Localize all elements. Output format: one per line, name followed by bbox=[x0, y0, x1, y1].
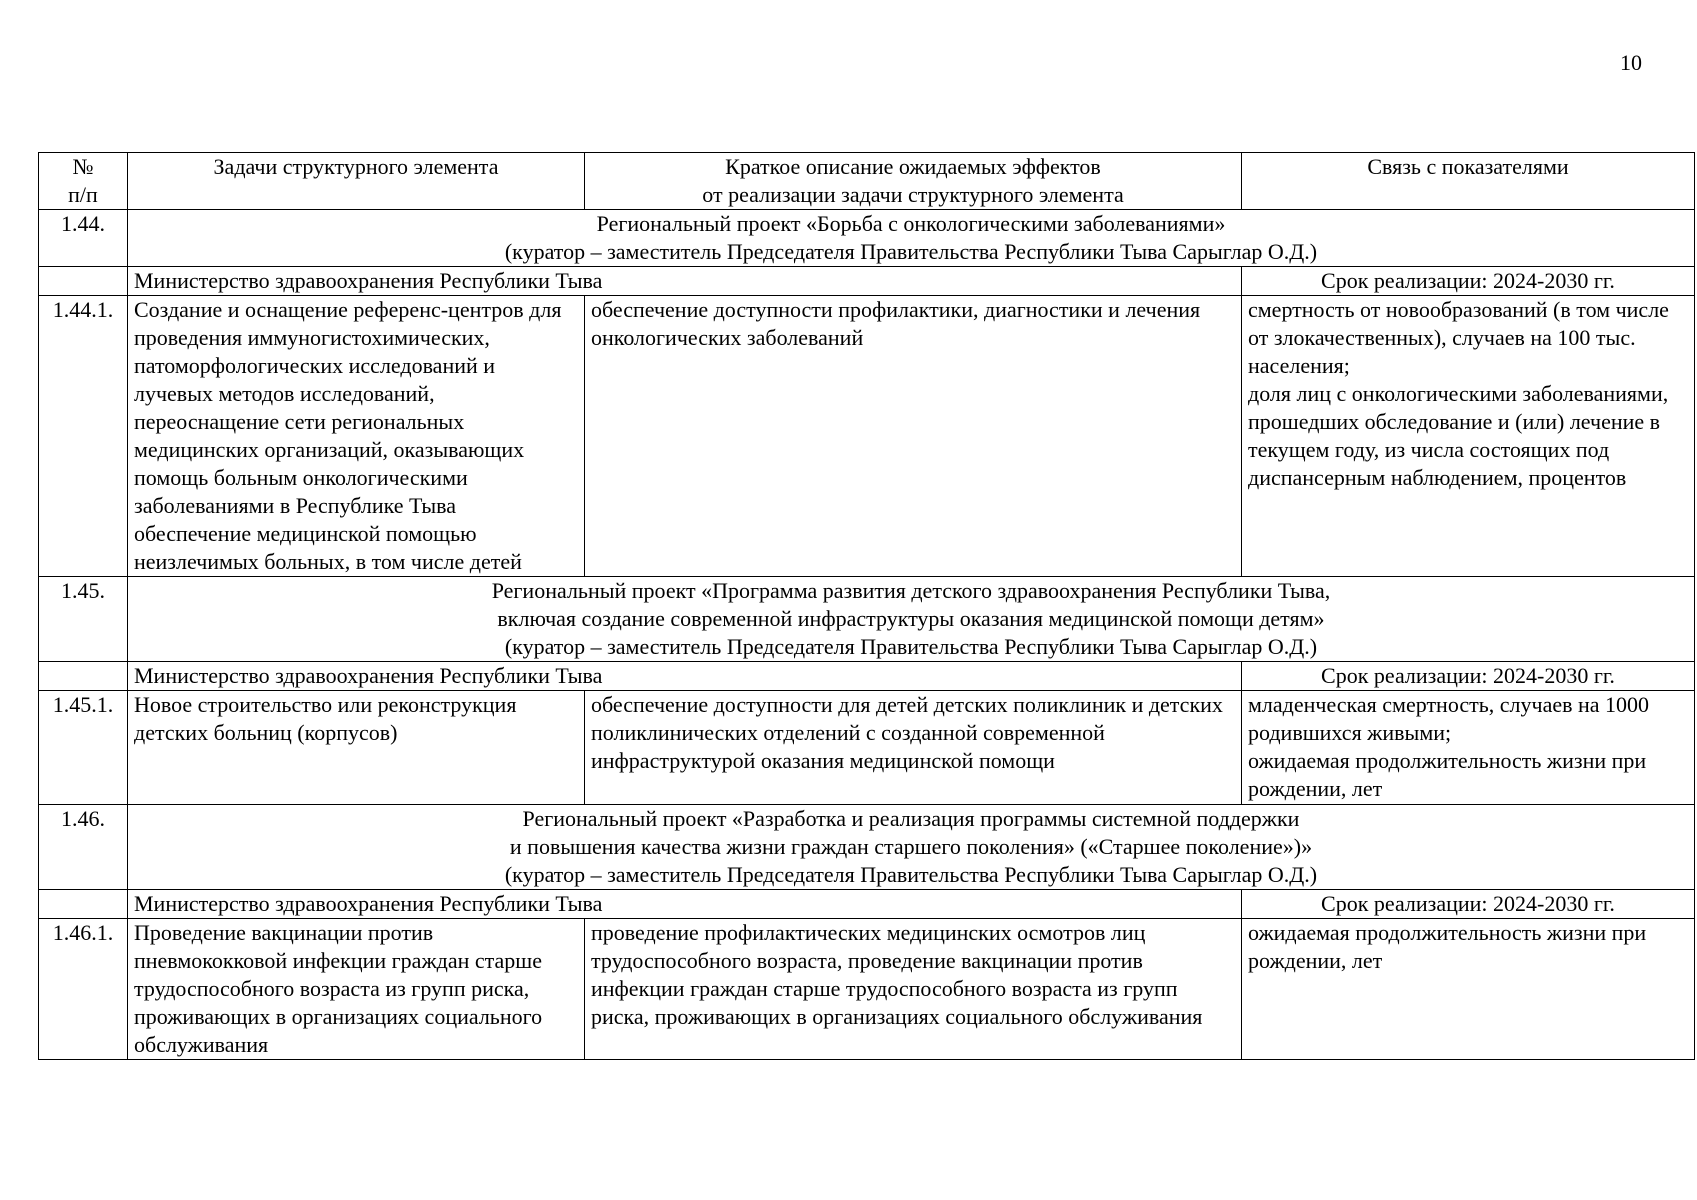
term: Срок реализации: 2024-2030 гг. bbox=[1242, 890, 1695, 919]
project-title: Региональный проект «Разработка и реализация программы системной поддержки и повышения качества жизни граждан старшего поколения» («Старшее поколение»)» (куратор – заместитель Председателя Правительства Республики Тыва Сарыглар О.Д.) bbox=[128, 805, 1695, 890]
term: Срок реализации: 2024-2030 гг. bbox=[1242, 267, 1695, 296]
project-title: Региональный проект «Программа развития детского здравоохранения Республики Тыва, включая создание современной инфраструктуры оказания медицинской помощи детям» (куратор – заместитель Председателя Правительства Республики Тыва Сарыглар О.Д.) bbox=[128, 577, 1695, 662]
ministry-name: Министерство здравоохранения Республики Тыва bbox=[128, 662, 1242, 691]
project-row bbox=[39, 577, 1695, 662]
row-link: смертность от новообразований (в том числе от злокачественных), случаев на 100 тыс. населения; доля лиц с онкологическими заболеваниями, прошедших обследование и (или) лечение в текущем году, из числа состоящих под диспансерным наблюдением, процентов bbox=[1242, 296, 1695, 577]
row-desc: проведение профилактических медицинских осмотров лиц трудоспособного возраста, проведение вакцинации против инфекции граждан старше трудоспособного возраста из групп риска, проживающих в организациях социального обслуживания bbox=[585, 919, 1242, 1060]
term: Срок реализации: 2024-2030 гг. bbox=[1242, 662, 1695, 691]
project-row bbox=[39, 805, 1695, 890]
row-num: 1.46.1. bbox=[39, 919, 128, 1060]
project-num: 1.45. bbox=[39, 577, 128, 662]
row-num: 1.45.1. bbox=[39, 691, 128, 805]
row-task: Создание и оснащение референс-центров для проведения иммуногистохимических, патоморфологических исследований и лучевых методов исследований, переоснащение сети региональных медицинских организаций, оказывающих помощь больным онкологическими заболеваниями в Республике Тыва обеспечение медицинской помощью неизлечимых больных, в том числе детей bbox=[128, 296, 585, 577]
row-desc: обеспечение доступности профилактики, диагностики и лечения онкологических заболеваний bbox=[585, 296, 1242, 577]
table-row bbox=[39, 296, 1695, 577]
ministry-row bbox=[39, 662, 1695, 691]
row-task: Проведение вакцинации против пневмококковой инфекции граждан старше трудоспособного возраста из групп риска, проживающих в организациях социального обслуживания bbox=[128, 919, 585, 1060]
project-num: 1.44. bbox=[39, 210, 128, 267]
row-task: Новое строительство или реконструкция детских больниц (корпусов) bbox=[128, 691, 585, 805]
header-task: Задачи структурного элемента bbox=[128, 153, 585, 210]
ministry-row bbox=[39, 267, 1695, 296]
table-row bbox=[39, 691, 1695, 805]
ministry-row bbox=[39, 890, 1695, 919]
table-header-row bbox=[39, 153, 1695, 210]
project-row bbox=[39, 210, 1695, 267]
structural-elements-table bbox=[38, 152, 1695, 1060]
ministry-name: Министерство здравоохранения Республики Тыва bbox=[128, 267, 1242, 296]
table-row bbox=[39, 919, 1695, 1060]
page-number: 10 bbox=[1620, 50, 1642, 75]
ministry-name: Министерство здравоохранения Республики Тыва bbox=[128, 890, 1242, 919]
row-link: младенческая смертность, случаев на 1000 родившихся живыми; ожидаемая продолжительность жизни при рождении, лет bbox=[1242, 691, 1695, 805]
header-desc: Краткое описание ожидаемых эффектов от реализации задачи структурного элемента bbox=[585, 153, 1242, 210]
row-desc: обеспечение доступности для детей детских поликлиник и детских поликлинических отделений с созданной современной инфраструктурой оказания медицинской помощи bbox=[585, 691, 1242, 805]
header-link: Связь с показателями bbox=[1242, 153, 1695, 210]
header-num: № п/п bbox=[39, 153, 128, 210]
project-title: Региональный проект «Борьба с онкологическими заболеваниями» (куратор – заместитель Председателя Правительства Республики Тыва Сарыглар О.Д.) bbox=[128, 210, 1695, 267]
row-link: ожидаемая продолжительность жизни при рождении, лет bbox=[1242, 919, 1695, 1060]
row-num: 1.44.1. bbox=[39, 296, 128, 577]
project-num: 1.46. bbox=[39, 805, 128, 890]
